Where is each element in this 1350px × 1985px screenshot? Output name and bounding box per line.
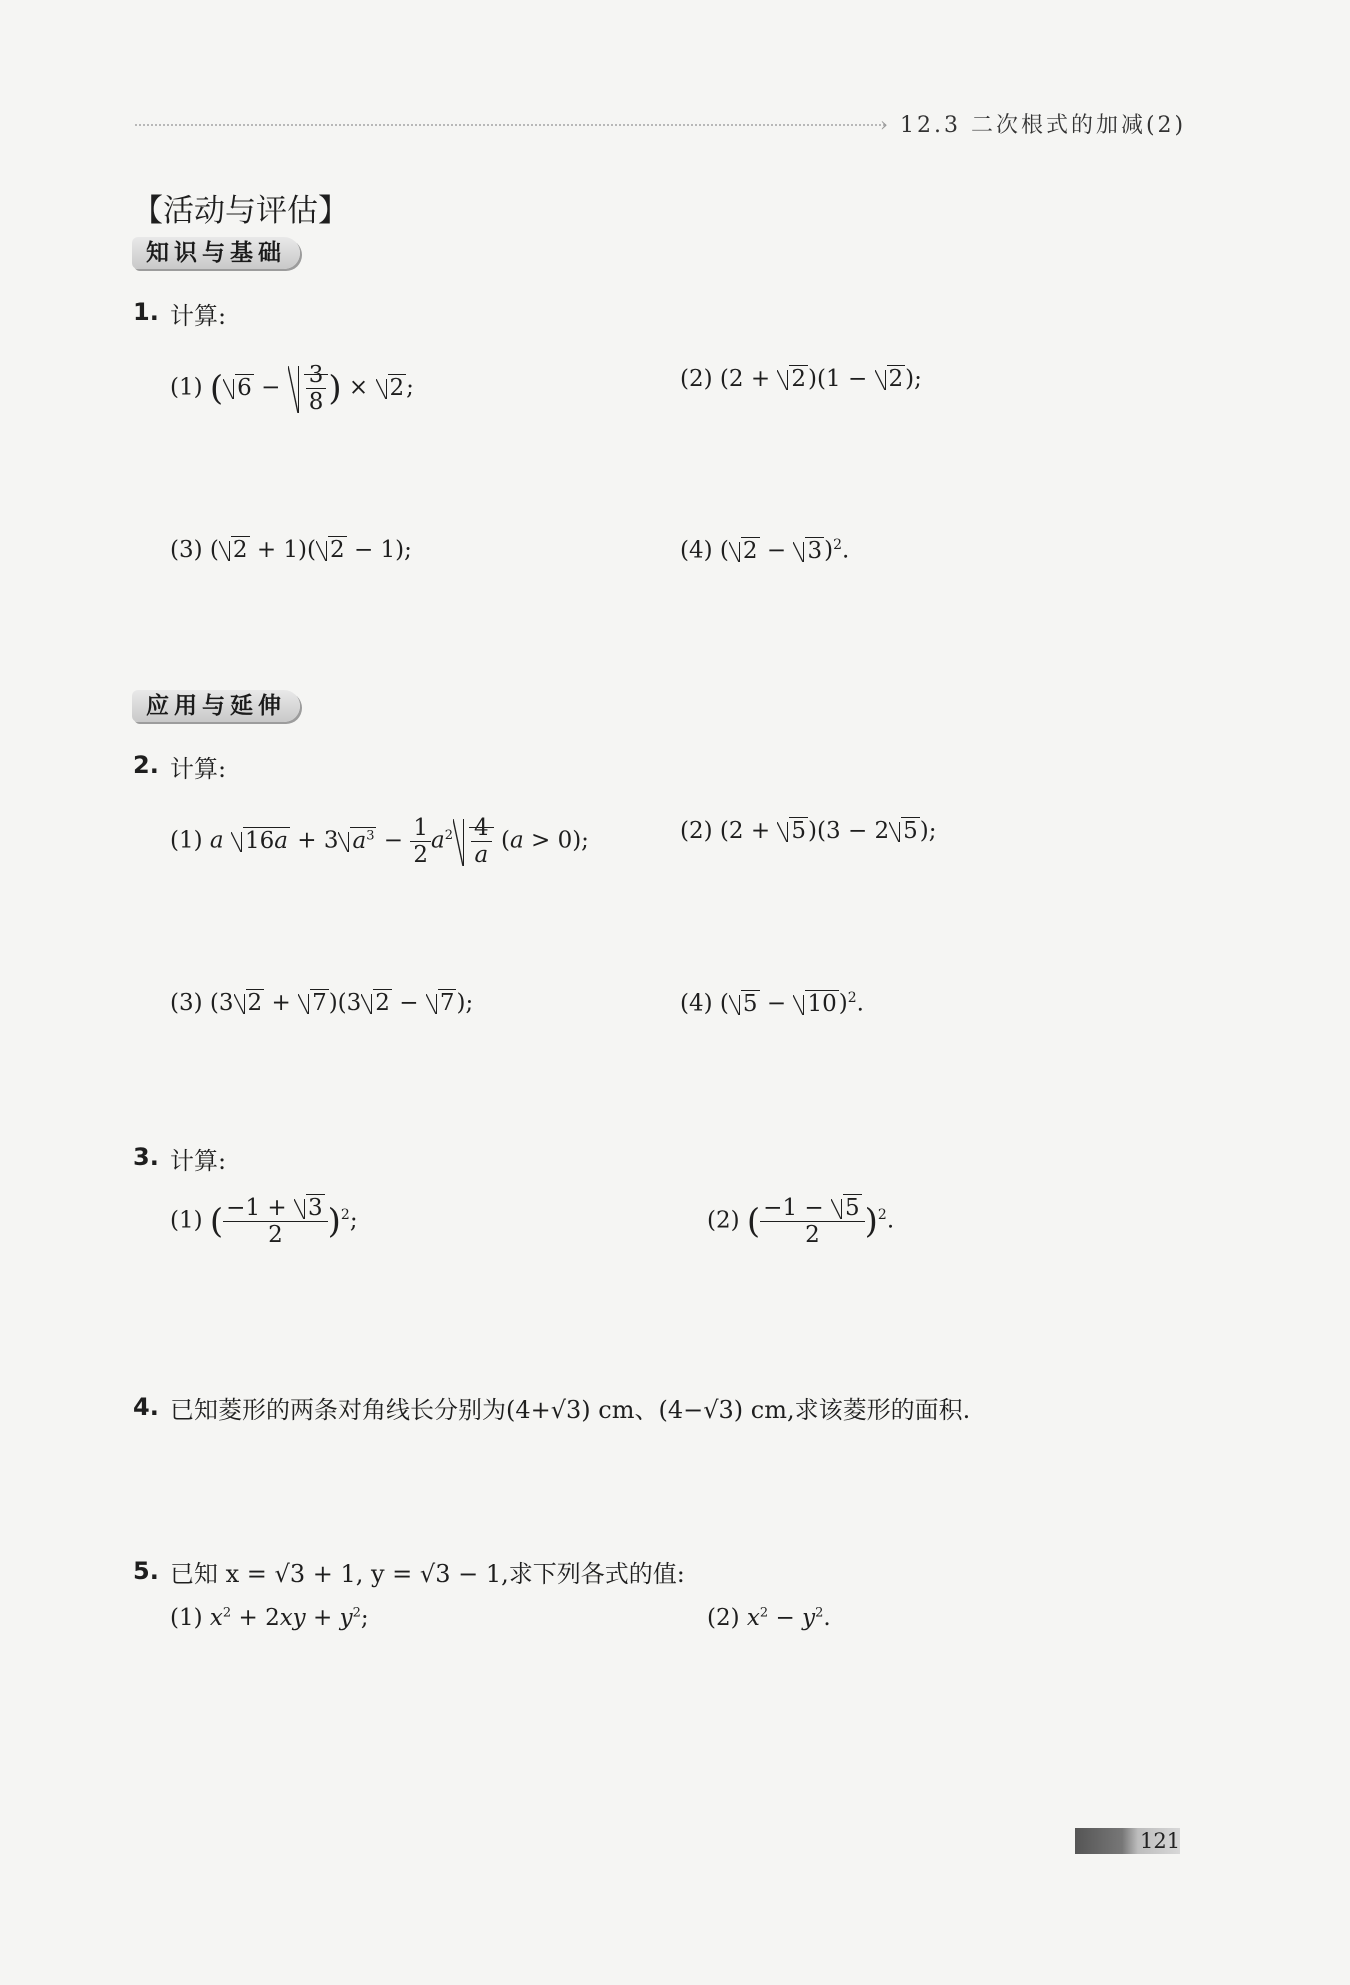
- q5-text: 已知 x = √3 + 1, y = √3 − 1,求下列各式的值:: [170, 1560, 685, 1588]
- q3-number: 3.: [133, 1143, 159, 1171]
- q2-item-2: (2) (2 + 5)(3 − 2 5);: [680, 818, 937, 844]
- q1-text: 计算:: [170, 302, 227, 330]
- q5-number: 5.: [133, 1557, 159, 1585]
- tag-basic: 知识与基础: [132, 237, 300, 269]
- header-dotted-line: [135, 124, 885, 126]
- q3-item-2: (2) ( $\frac{-1 - 5}{2}$ )$^2$.: [707, 1195, 895, 1248]
- q1-item-3: (3) ( 2 + 1)( 2 − 1);: [170, 537, 412, 563]
- tag-apply: 应用与延伸: [132, 690, 300, 722]
- q1-number: 1.: [133, 298, 159, 326]
- q1-item-1: (1) ( 6 − $\frac{3}{8}$ ) × 2;: [170, 362, 414, 415]
- page-number: 121: [1140, 1829, 1181, 1853]
- header-arrow-icon: ›: [880, 112, 888, 136]
- q3-text: 计算:: [170, 1147, 227, 1175]
- q3-item-1: (1) ( $\frac{-1 + 3}{2}$ )$^2$;: [170, 1195, 358, 1248]
- section-title: 【活动与评估】: [132, 193, 349, 229]
- q1-item-4: (4) ( 2 − 3)$^2$.: [680, 537, 850, 564]
- header-title: 12.3 二次根式的加减(2): [900, 113, 1187, 138]
- q2-number: 2.: [133, 751, 159, 779]
- q5-item-1: (1) $x^2 + 2xy + y^2$;: [170, 1605, 369, 1631]
- q2-text: 计算:: [170, 755, 227, 783]
- q2-item-1: (1) a 16a + 3 $a^3$ − $\frac{1}{2}$ $a^2$ $\frac{4}{a}$ (a > 0);: [170, 815, 589, 868]
- q1-item-2: (2) (2 + 2)(1 − 2);: [680, 366, 922, 392]
- q4-number: 4.: [133, 1393, 159, 1421]
- q2-item-4: (4) ( 5 − 10)$^2$.: [680, 990, 864, 1017]
- q2-item-3: (3) (3 2 + 7)(3 2 − 7);: [170, 990, 474, 1016]
- q4-text: 已知菱形的两条对角线长分别为(4+√3) cm、(4−√3) cm,求该菱形的面积.: [170, 1396, 971, 1424]
- q5-item-2: (2) $x^2 - y^2$.: [707, 1605, 831, 1631]
